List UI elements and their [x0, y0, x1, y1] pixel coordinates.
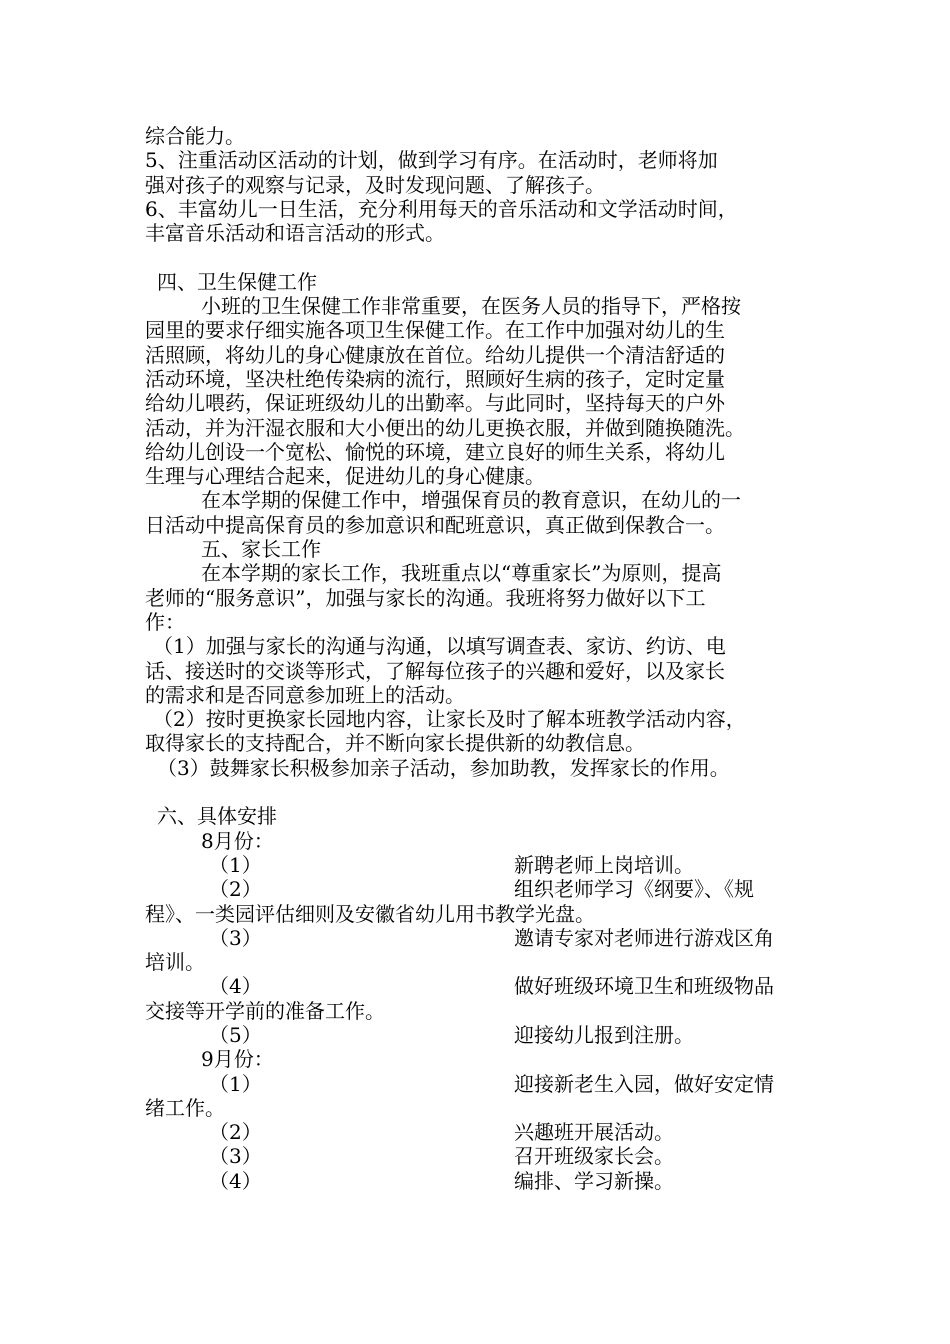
- schedule-item-continuation: 交接等开学前的准备工作。: [145, 998, 385, 1023]
- section-5-item-1-line: 的需求和是否同意参加班上的活动。: [145, 682, 465, 707]
- section-4-paragraph-1-line: 活动环境，坚决杜绝传染病的流行，照顾好生病的孩子，定时定量: [145, 366, 725, 391]
- month-label-august: 8月份：: [201, 828, 274, 853]
- intro-line-3: 强对孩子的观察与记录，及时发现问题、了解孩子。: [145, 172, 605, 197]
- schedule-item-text: 迎接幼儿报到注册。: [514, 1022, 694, 1047]
- month-label-september: 9月份：: [201, 1047, 274, 1072]
- schedule-item: [145, 1072, 825, 1096]
- schedule-item-text: 做好班级环境卫生和班级物品: [514, 974, 774, 999]
- schedule-item: [145, 1120, 825, 1144]
- section-5-heading: 五、家长工作: [201, 537, 321, 562]
- schedule-item-number: （2）: [209, 1120, 262, 1145]
- section-5-paragraph-line: 作：: [145, 609, 185, 634]
- schedule-item: [145, 877, 825, 901]
- section-4-heading: 四、卫生保健工作: [157, 269, 317, 294]
- section-5-paragraph-line: 在本学期的家长工作，我班重点以“尊重家长”为原则，提高: [201, 561, 722, 586]
- section-6-heading: 六、具体安排: [157, 804, 277, 829]
- schedule-item-text: 兴趣班开展活动。: [514, 1120, 674, 1145]
- schedule-item: [145, 1023, 825, 1047]
- schedule-item-number: （5）: [209, 1022, 262, 1047]
- section-5-item-1-line: （1）加强与家长的沟通与沟通，以填写调查表、家访、约访、电: [153, 634, 726, 659]
- schedule-item-number: （4）: [209, 974, 262, 999]
- intro-line-5: 丰富音乐活动和语言活动的形式。: [145, 221, 445, 246]
- spacer: [145, 245, 825, 269]
- schedule-item-number: （3）: [209, 925, 262, 950]
- schedule-item: [145, 853, 825, 877]
- schedule-item-text: 迎接新老生入园，做好安定情: [514, 1071, 774, 1096]
- schedule-item-number: （1）: [209, 852, 262, 877]
- schedule-item-text: 新聘老师上岗培训。: [514, 852, 694, 877]
- schedule-item: [145, 926, 825, 950]
- intro-line-4: 6、丰富幼儿一日生活，充分利用每天的音乐活动和文学活动时间，: [145, 196, 738, 221]
- schedule-item-continuation: 绪工作。: [145, 1095, 225, 1120]
- section-4-paragraph-2-line: 在本学期的保健工作中，增强保育员的教育意识，在幼儿的一: [201, 488, 741, 513]
- intro-line-1: 综合能力。: [145, 124, 245, 148]
- section-5-item-2-line: （2）按时更换家长园地内容，让家长及时了解本班教学活动内容，: [153, 707, 746, 732]
- section-5-item-2-line: 取得家长的支持配合，并不断向家长提供新的幼教信息。: [145, 731, 645, 756]
- section-5-item-1-line: 话、接送时的交谈等形式，了解每位孩子的兴趣和爱好，以及家长: [145, 658, 725, 683]
- section-4-paragraph-1-line: 活动，并为汗湿衣服和大小便出的幼儿更换衣服，并做到随换随洗。: [145, 415, 745, 440]
- schedule-item: [145, 1169, 825, 1193]
- schedule-item-continuation: 培训。: [145, 950, 205, 975]
- intro-line-2: 5、注重活动区活动的计划，做到学习有序。在活动时，老师将加: [145, 148, 718, 173]
- spacer: [145, 780, 825, 804]
- section-4-paragraph-2-line: 日活动中提高保育员的参加意识和配班意识，真正做到保教合一。: [145, 512, 725, 537]
- schedule-item-number: （3）: [209, 1144, 262, 1169]
- section-4-paragraph-1-line: 活照顾，将幼儿的身心健康放在首位。给幼儿提供一个清洁舒适的: [145, 342, 725, 367]
- schedule-item-text: 召开班级家长会。: [514, 1144, 674, 1169]
- section-4-paragraph-1-line: 给幼儿喂药，保证班级幼儿的出勤率。与此同时，坚持每天的户外: [145, 391, 725, 416]
- schedule-item-text: 组织老师学习《纲要》、《规: [514, 877, 754, 902]
- section-4-paragraph-1-line: 园里的要求仔细实施各项卫生保健工作。在工作中加强对幼儿的生: [145, 318, 725, 343]
- section-4-paragraph-1-line: 生理与心理结合起来，促进幼儿的身心健康。: [145, 464, 545, 489]
- section-5-paragraph-line: 老师的“服务意识”，加强与家长的沟通。我班将努力做好以下工: [145, 585, 706, 610]
- schedule-item-number: （4）: [209, 1168, 262, 1193]
- section-4-paragraph-1-line: 小班的卫生保健工作非常重要，在医务人员的指导下，严格按: [201, 294, 741, 319]
- schedule-item-number: （2）: [209, 877, 262, 902]
- schedule-item: [145, 974, 825, 998]
- schedule-item: [145, 1144, 825, 1168]
- schedule-item-number: （1）: [209, 1071, 262, 1096]
- section-5-item-3: （3）鼓舞家长积极参加亲子活动，参加助教，发挥家长的作用。: [157, 755, 730, 780]
- schedule-item-continuation: 程》、一类园评估细则及安徽省幼儿用书教学光盘。: [145, 901, 595, 926]
- document-page: [145, 124, 825, 1193]
- schedule-item-text: 邀请专家对老师进行游戏区角: [514, 925, 774, 950]
- schedule-item-text: 编排、学习新操。: [514, 1168, 674, 1193]
- section-4-paragraph-1-line: 给幼儿创设一个宽松、愉悦的环境，建立良好的师生关系，将幼儿: [145, 439, 725, 464]
